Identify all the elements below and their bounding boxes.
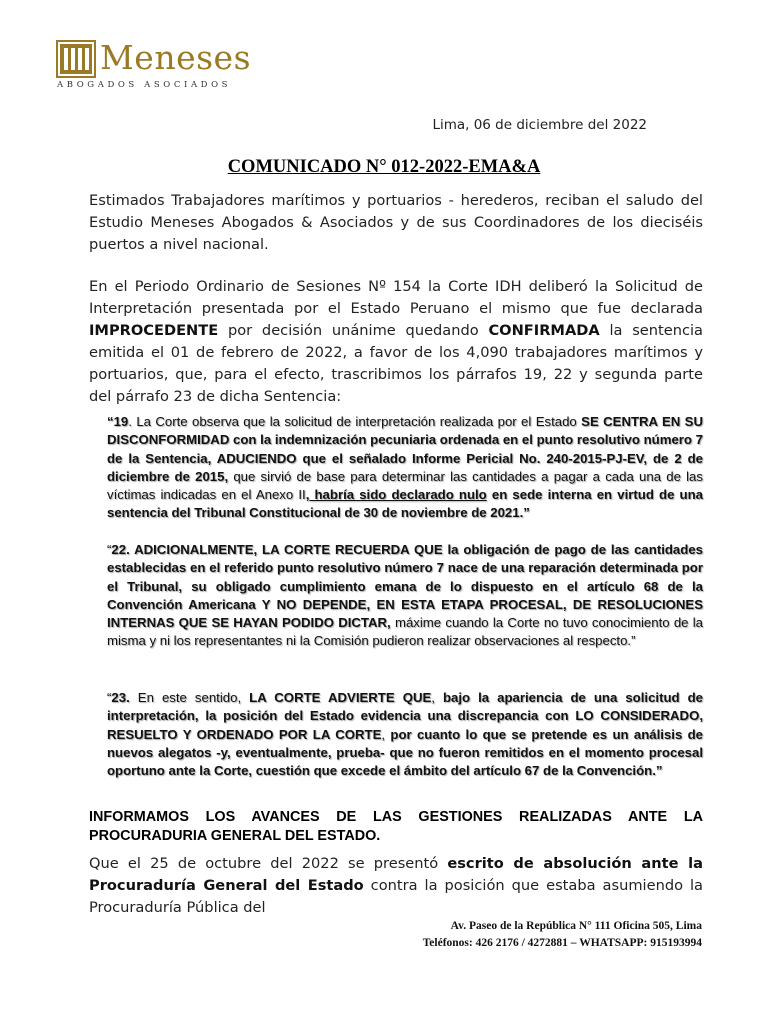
quote-paragraph-23 xyxy=(107,689,703,780)
quote-paragraph-22 xyxy=(107,541,703,651)
text-segment: contra la posición que estaba asumiendo la Procuraduría Pública del xyxy=(89,877,703,916)
logo-subtitle: ABOGADOS ASOCIADOS xyxy=(57,80,232,90)
paragraph-number: 23. xyxy=(111,690,130,705)
bold-segment: 22. ADICIONALMENTE, LA CORTE RECUERDA QUE la obligación de pago de las cantidades establecidas en el referido punto resolutivo número 7 nace de una reparación determinada por el Tribunal, su obligado cumplimiento emana de lo dispuesto en el artículo 68 de la Convención Americana Y NO DEPENDE, EN ESTA ETAPA PROCESAL, DE RESOLUCIONES INTERNAS QUE SE HAYAN PODIDO DICTAR, xyxy=(107,542,703,631)
court-decision-paragraph xyxy=(89,276,703,408)
footer-phones: Teléfonos: 426 2176 / 4272881 – WHATSAPP: 915193994 xyxy=(422,936,702,949)
quote-mark: “ xyxy=(107,414,114,429)
bold-segment: por cuanto lo que se pretende es un análisis de nuevos alegatos -y, eventualmente, prueba- que no fueron remitidos en el momento procesal oportuno ante la Corte, cuestión que excede el ámbito del artículo 67 de la Convención.” xyxy=(107,726,704,779)
section-heading: INFORMAMOS LOS AVANCES DE LAS GESTIONES REALIZADAS ANTE LA PROCURADURIA GENERAL DEL ESTADO. xyxy=(89,809,703,844)
text-segment: máxime cuando la Corte no tuvo conocimiento de la misma y ni los representantes ni la Comisión pudieron realizar observaciones al respecto.” xyxy=(107,615,703,649)
text-segment: , xyxy=(381,726,391,742)
quote-paragraph-19 xyxy=(107,413,703,523)
quote-mark: “ xyxy=(107,690,112,705)
text-segment: . La Corte observa que la solicitud de interpretación realizada por el Estado xyxy=(128,414,582,429)
underlined-segment: , habría sido declarado nulo xyxy=(305,487,487,503)
text-segment: En este sentido, xyxy=(129,690,250,705)
page-footer xyxy=(423,918,702,951)
logo-name: Meneses xyxy=(100,38,252,77)
bold-segment: escrito de absolución ante la Procuraduría General del Estado xyxy=(89,855,703,894)
progress-paragraph xyxy=(89,853,703,919)
document-date: Lima, 06 de diciembre del 2022 xyxy=(432,117,647,133)
bold-segment: bajo la apariencia de una solicitud de interpretación, la posición del Estado evidencia una discrepancia con LO CONSIDERADO, RESUELTO Y ORDENADO POR LA CORTE xyxy=(107,690,703,742)
text-segment: , xyxy=(431,690,443,705)
text-segment: la sentencia emitida el 01 de febrero de 2022, a favor de los 4,090 trabajadores marítimos y portuarios, que, para el efecto, trascribimos los párrafos 19, 22 y segunda parte del párrafo 23 de dicha Sentencia: xyxy=(89,322,704,405)
greeting-paragraph: Estimados Trabajadores marítimos y portuarios - herederos, reciban el saludo del Estudio Meneses Abogados & Asociados y de sus Coordinadores de los dieciséis puertos a nivel nacional. xyxy=(89,192,703,253)
text-segment: Que el 25 de octubre del 2022 se presentó xyxy=(89,855,448,872)
bold-segment: LA CORTE ADVIERTE QUE xyxy=(249,690,432,705)
company-logo xyxy=(56,40,266,92)
bold-segment: en sede interna en virtud de una sentencia del Tribunal Constitucional de 30 de noviembre de 2021.” xyxy=(107,487,703,521)
bold-segment: SE CENTRA EN SU DISCONFORMIDAD con la indemnización pecuniaria ordenada en el punto resolutivo número 7 de la Sentencia, ADUCIENDO que el señalado Informe Pericial No. 240-2015-PJ-EV, de 2 de diciembre de 2015, xyxy=(107,414,703,484)
paragraph-number: 19 xyxy=(113,414,129,429)
footer-address: Av. Paseo de la República N° 111 Oficina 505, Lima xyxy=(450,920,702,932)
text-segment: que sirvió de base para determinar las cantidades a pagar a cada una de las víctimas indicadas en el Anexo II xyxy=(107,468,703,503)
document-title: COMUNICADO N° 012-2022-EMA&A xyxy=(227,157,541,177)
columns-logo-icon xyxy=(56,40,96,78)
confirmada-highlight: CONFIRMADA xyxy=(488,322,600,339)
improcedente-highlight: IMPROCEDENTE xyxy=(89,322,219,339)
quote-mark: “ xyxy=(107,542,112,557)
text-segment: En el Periodo Ordinario de Sesiones Nº 154 la Corte IDH deliberó la Solicitud de Interpretación presentada por el Estado Peruano el mismo que fue declarada xyxy=(89,278,703,317)
text-segment: por decisión unánime quedando xyxy=(218,322,489,339)
